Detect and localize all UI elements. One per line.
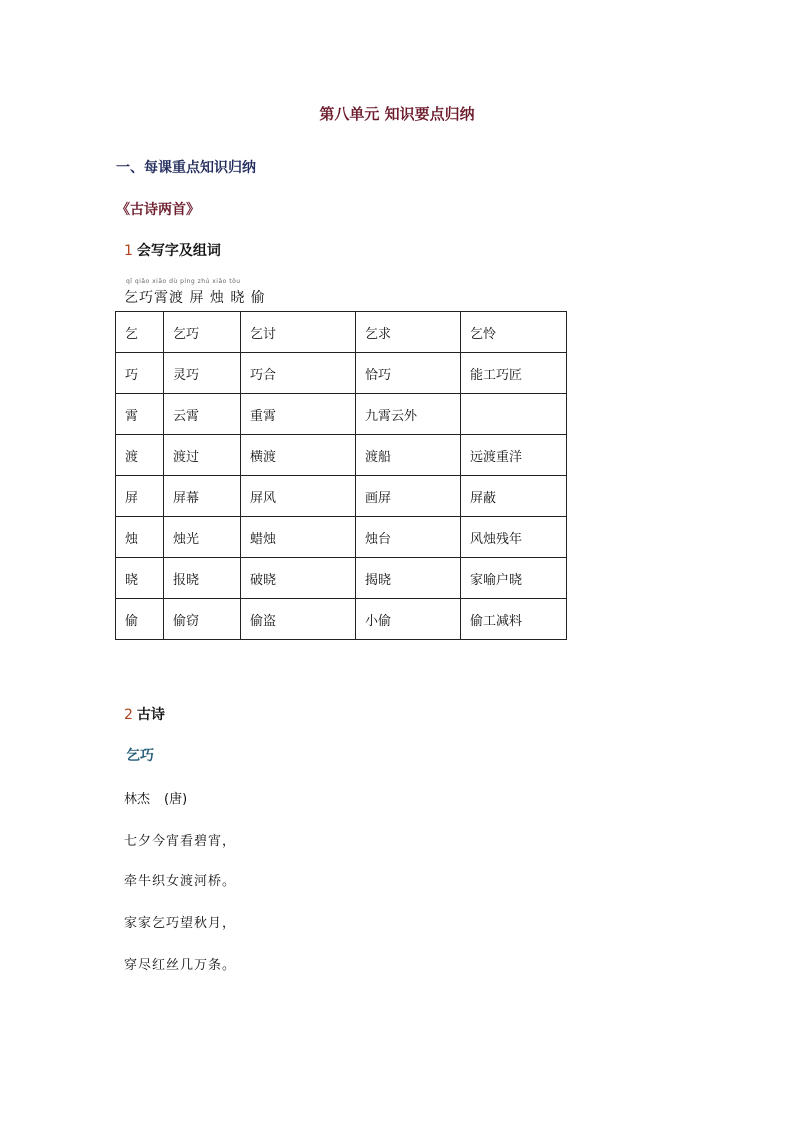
- vocabulary-table: [115, 311, 567, 640]
- table-row: [116, 476, 567, 517]
- word-cell: 远渡重洋: [461, 435, 567, 476]
- subsection-number: 2: [124, 707, 133, 723]
- subsection-label: 会写字及组词: [136, 243, 221, 259]
- word-cell: 屏幕: [164, 476, 241, 517]
- word-cell: 小偷: [356, 599, 461, 640]
- lesson-title: 《古诗两首》: [116, 202, 200, 218]
- table-row: [116, 558, 567, 599]
- word-cell: 横渡: [241, 435, 356, 476]
- word-cell: 屏风: [241, 476, 356, 517]
- word-cell: 云霄: [164, 394, 241, 435]
- table-row: [116, 394, 567, 435]
- word-cell: 乞求: [356, 312, 461, 353]
- character-cell: 偷: [116, 599, 164, 640]
- vocabulary-table-body: [116, 312, 567, 640]
- word-cell: 画屏: [356, 476, 461, 517]
- word-cell: 屏蔽: [461, 476, 567, 517]
- pinyin-row: qǐ qiǎo xiāo dù píng zhú xiǎo tōu: [126, 278, 241, 285]
- character-cell: 乞: [116, 312, 164, 353]
- word-cell: 灵巧: [164, 353, 241, 394]
- word-cell: 能工巧匠: [461, 353, 567, 394]
- word-cell: 揭晓: [356, 558, 461, 599]
- poem-line: 七夕今宵看碧宵，: [124, 834, 237, 849]
- document-title: 第八单元 知识要点归纳: [319, 105, 475, 123]
- poem-author: 林杰: [124, 792, 151, 807]
- table-row: [116, 435, 567, 476]
- character-cell: 晓: [116, 558, 164, 599]
- word-cell: 偷窃: [164, 599, 241, 640]
- character-cell: 烛: [116, 517, 164, 558]
- word-cell: 烛台: [356, 517, 461, 558]
- word-cell: [461, 394, 567, 435]
- character-cell: 渡: [116, 435, 164, 476]
- word-cell: 蜡烛: [241, 517, 356, 558]
- word-cell: 重霄: [241, 394, 356, 435]
- word-cell: 偷盗: [241, 599, 356, 640]
- word-cell: 烛光: [164, 517, 241, 558]
- table-row: [116, 312, 567, 353]
- word-cell: 渡船: [356, 435, 461, 476]
- subsection-label: 古诗: [136, 707, 165, 723]
- subsection-number: 1: [124, 243, 133, 259]
- word-cell: 偷工减料: [461, 599, 567, 640]
- poem-title: 乞巧: [126, 748, 154, 764]
- word-cell: 巧合: [241, 353, 356, 394]
- word-cell: 报晓: [164, 558, 241, 599]
- poem-line: 牵牛织女渡河桥。: [124, 874, 237, 889]
- character-cell: 屏: [116, 476, 164, 517]
- word-cell: 乞讨: [241, 312, 356, 353]
- poem-dynasty: (唐): [164, 792, 188, 807]
- word-cell: 乞巧: [164, 312, 241, 353]
- table-row: [116, 517, 567, 558]
- table-row: [116, 599, 567, 640]
- word-cell: 恰巧: [356, 353, 461, 394]
- character-cell: 霄: [116, 394, 164, 435]
- poem-line: 穿尽红丝几万条。: [124, 958, 237, 973]
- subsection-heading-poem: [124, 704, 165, 724]
- word-cell: 破晓: [241, 558, 356, 599]
- poem-author-line: [124, 788, 187, 807]
- subsection-heading-vocab: [124, 240, 221, 260]
- word-cell: 渡过: [164, 435, 241, 476]
- poem-line: 家家乞巧望秋月，: [124, 916, 237, 931]
- word-cell: 九霄云外: [356, 394, 461, 435]
- word-cell: 乞怜: [461, 312, 567, 353]
- word-cell: 家喻户晓: [461, 558, 567, 599]
- section-heading: 一、每课重点知识归纳: [116, 160, 256, 176]
- character-cell: 巧: [116, 353, 164, 394]
- table-row: [116, 353, 567, 394]
- word-cell: 风烛残年: [461, 517, 567, 558]
- characters-row: 乞巧霄渡 屏 烛 晓 偷: [124, 290, 266, 306]
